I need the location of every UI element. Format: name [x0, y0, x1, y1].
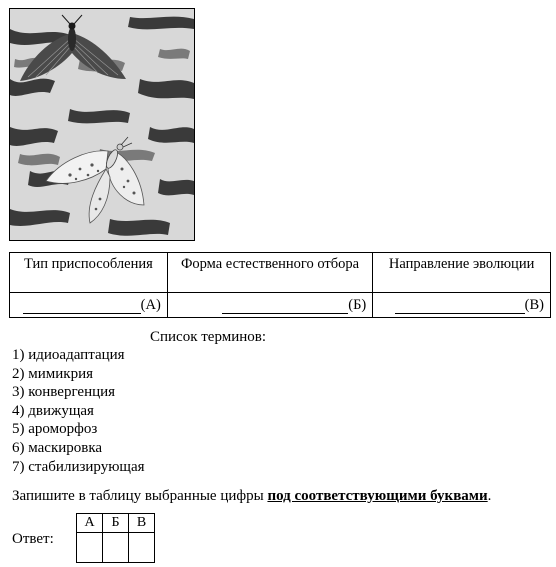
list-item: 2) мимикрия [12, 365, 93, 382]
blank-line [222, 299, 348, 314]
adaptation-table [9, 252, 551, 318]
list-item: 3) конвергенция [12, 384, 116, 401]
answer-input-a[interactable] [77, 533, 103, 563]
table-header-row [10, 253, 551, 293]
blank-line [395, 299, 525, 314]
header-evolution-direction: Направление эволюции [373, 253, 551, 293]
table-row [10, 293, 551, 318]
answer-column-b: Б [103, 514, 129, 533]
answer-label: Ответ: [12, 531, 54, 547]
header-adaptation-type: Тип приспособления [10, 253, 168, 293]
instruction-prefix: Запишите в таблицу выбранные цифры [12, 488, 268, 504]
answer-column-c: В [129, 514, 155, 533]
answer-input-c[interactable] [129, 533, 155, 563]
moths-on-birch-bark-image [9, 8, 195, 241]
answer-input-row [77, 533, 155, 563]
answer-cell-b[interactable] [167, 293, 372, 318]
list-item: 4) движущая [12, 402, 94, 419]
list-item: 7) стабилизирующая [12, 458, 145, 475]
answer-column-a: А [77, 514, 103, 533]
terms-title: Список терминов: [150, 329, 267, 345]
answer-cell-a[interactable] [10, 293, 168, 318]
header-selection-form: Форма естественного отбора [167, 253, 372, 293]
cell-letter-c: (В) [524, 296, 544, 313]
list-item: 1) идиоадаптация [12, 347, 125, 363]
answer-cell-c[interactable] [373, 293, 551, 318]
terms-list [12, 346, 145, 476]
instruction-suffix: . [487, 488, 492, 504]
answer-header-row [77, 514, 155, 533]
list-item: 6) маскировка [12, 439, 103, 456]
instruction-emphasis: под соответствующими буквами [267, 488, 488, 504]
instruction-text [12, 488, 491, 505]
list-item: 5) ароморфоз [12, 421, 98, 438]
cell-letter-b: (Б) [348, 296, 367, 313]
blank-line [23, 299, 141, 314]
answer-grid [76, 513, 155, 563]
cell-letter-a: (А) [140, 296, 161, 313]
answer-input-b[interactable] [103, 533, 129, 563]
